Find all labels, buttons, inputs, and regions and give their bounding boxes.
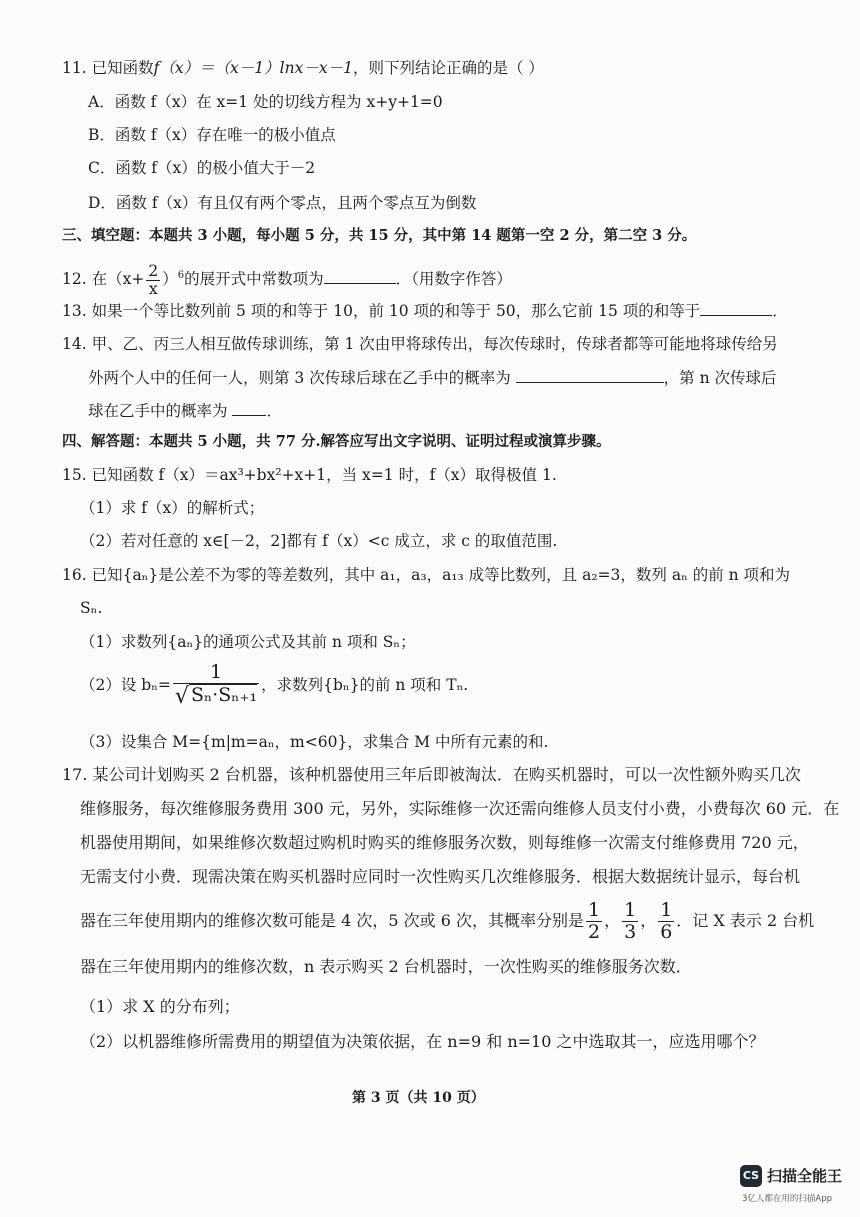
q16-part2 <box>80 662 468 710</box>
q16-part3: （3）设集合 M={m|m=aₙ，m<60}，求集合 M 中所有元素的和. <box>80 733 549 751</box>
q17-line5-pre: 器在三年使用期内的维修次数可能是 4 次，5 次或 6 次，其概率分别是 <box>80 911 584 930</box>
scanner-app-name: 扫描全能王 <box>767 1167 843 1185</box>
q14-line2-pre: 外两个人中的任何一人，则第 3 次传球后球在乙手中的概率为 <box>88 369 511 387</box>
q12-fraction <box>146 263 160 298</box>
q11-stem-post: ，则下列结论正确的是（ ） <box>352 59 544 77</box>
q14-line3-tail: ． <box>266 402 282 420</box>
q14-line2 <box>88 368 777 388</box>
q17-part1: （1）求 X 的分布列； <box>80 997 240 1016</box>
q17-line2: 维修服务，每次维修服务费用 300 元，另外，实际维修一次还需向维修人员支付小费，小费每次 60 元．在 <box>80 799 840 818</box>
q11-stem <box>62 58 544 78</box>
q12-tail: ．（用数字作答） <box>395 270 512 289</box>
q17-line5: 器在三年使用期内的维修次数可能是 4 次，5 次或 6 次，其概率分别是 $\frac{1}{2}$ ， $\frac{1}{3}$ ， $\frac{1}{6}$ ．记 X 表示 2 台机 <box>80 899 815 943</box>
camscanner-logo-icon: CS <box>740 1165 762 1187</box>
q17-part2: （2）以机器维修所需费用的期望值为决策依据，在 n=9 和 n=10 之中选取其一，应选用哪个？ <box>80 1032 765 1051</box>
q13-answer-blank[interactable] <box>700 301 772 316</box>
q12-frac-num: 2 <box>148 261 159 280</box>
q14-line1: 14. 甲、乙、丙三人相互做传球训练，第 1 次由甲将球传出，每次传球时，传球者都等可能地将球传给另 <box>62 335 778 353</box>
q16-stem2: Sₙ. <box>80 599 103 617</box>
q12-answer-blank[interactable] <box>324 269 396 284</box>
q17-prob-2 <box>622 900 638 943</box>
q17-prob-2-den: 3 <box>624 921 637 943</box>
q14-line3-pre: 球在乙手中的概率为 <box>88 402 228 420</box>
q16-bn-fraction <box>173 662 259 709</box>
q17-line4: 无需支付小费．现需决策在购买机器时应同时一次性购买几次维修服务．根据大数据统计显示，每台机 <box>80 867 801 886</box>
q17-prob-1-den: 2 <box>587 921 601 943</box>
q12 <box>62 256 512 299</box>
q14-answer-blank-1[interactable] <box>516 368 664 383</box>
q16-part2-pre: （2）设 bₙ= <box>80 676 171 694</box>
q17-prob-2-num: 1 <box>624 899 637 922</box>
q17-prob-3 <box>658 900 674 943</box>
q17-prob-3-den: 6 <box>660 921 673 943</box>
section4-heading: 四、解答题：本题共 5 小题，共 77 分.解答应写出文字说明、证明过程或演算步骤。 <box>62 433 611 450</box>
q11-option-d: D．函数 f（x）有且仅有两个零点，且两个零点互为倒数 <box>88 194 477 212</box>
q17-line6: 器在三年使用期内的维修次数，n 表示购买 2 台机器时，一次性购买的维修服务次数． <box>80 957 692 976</box>
q17-line3: 机器使用期间，如果维修次数超过购机时购买的维修服务次数，则每维修一次需支付维修费用 720 元， <box>80 833 809 852</box>
q11-option-c: C．函数 f（x）的极小值大于－2 <box>88 159 316 177</box>
q16-bn-den-radicand: Sₙ·Sₙ₊₁ <box>190 684 258 707</box>
q12-post: 的展开式中常数项为 <box>184 270 324 289</box>
q17-line5-post: ．记 X 表示 2 台机 <box>676 911 815 930</box>
q11-option-a: A．函数 f（x）在 x=1 处的切线方程为 x+y+1=0 <box>88 93 443 111</box>
q12-frac-den: x <box>148 279 158 298</box>
q17-prob-3-num: 1 <box>660 899 673 922</box>
q16-part1: （1）求数列{aₙ}的通项公式及其前 n 项和 Sₙ； <box>80 633 416 651</box>
q14-line3 <box>88 401 282 421</box>
q17-prob-1 <box>586 900 602 943</box>
q17-prob-1-num: 1 <box>587 899 601 922</box>
q16-bn-den <box>173 684 259 709</box>
q16-part2-post: ，求数列{bₙ}的前 n 项和 Tₙ. <box>261 676 469 694</box>
q15-stem: 15. 已知函数 f（x）＝ax³+bx²+x+1，当 x=1 时，f（x）取得极值 1. <box>62 466 557 484</box>
sqrt-icon: √ <box>174 684 189 710</box>
q11-stem-pre: 11. 已知函数 <box>62 59 154 77</box>
q15-part1: （1）求 f（x）的解析式； <box>80 499 265 517</box>
q12-paren-close: ） <box>162 270 178 289</box>
q13-tail: ． <box>772 302 788 320</box>
q14-line2-post: ，第 n 次传球后 <box>663 369 777 387</box>
section3-heading: 三、填空题：本题共 3 小题，每小题 5 分，共 15 分，其中第 14 题第一空 2 分，第二空 3 分。 <box>62 227 697 244</box>
q12-power: 6 <box>177 270 185 281</box>
q11-function: f（x）＝（x－1）lnx－x－1 <box>153 59 353 77</box>
q15-part2: （2）若对任意的 x∈[－2，2]都有 f（x）<c 成立，求 c 的取值范围. <box>80 532 558 550</box>
q14-answer-blank-2[interactable] <box>232 401 266 416</box>
page-footer: 第 3 页（共 10 页） <box>352 1090 485 1106</box>
q13 <box>62 301 788 321</box>
q13-text: 13. 如果一个等比数列前 5 项的和等于 10，前 10 项的和等于 50，那么它前 15 项的和等于 <box>62 302 701 320</box>
q17-line1: 17. 某公司计划购买 2 台机器，该种机器使用三年后即被淘汰．在购买机器时，可以一次性额外购买几次 <box>62 765 801 784</box>
q12-pre: 12. 在（x+ <box>62 270 145 289</box>
q16-bn-num: 1 <box>173 662 259 684</box>
q16-stem: 16. 已知{aₙ}是公差不为零的等差数列，其中 a₁，a₃，a₁₃ 成等比数列，且 a₂=3，数列 aₙ 的前 n 项和为 <box>62 566 791 584</box>
scanner-app-tagline: 3亿人都在用的扫描App <box>742 1194 833 1204</box>
q11-option-b: B．函数 f（x）存在唯一的极小值点 <box>88 126 336 144</box>
